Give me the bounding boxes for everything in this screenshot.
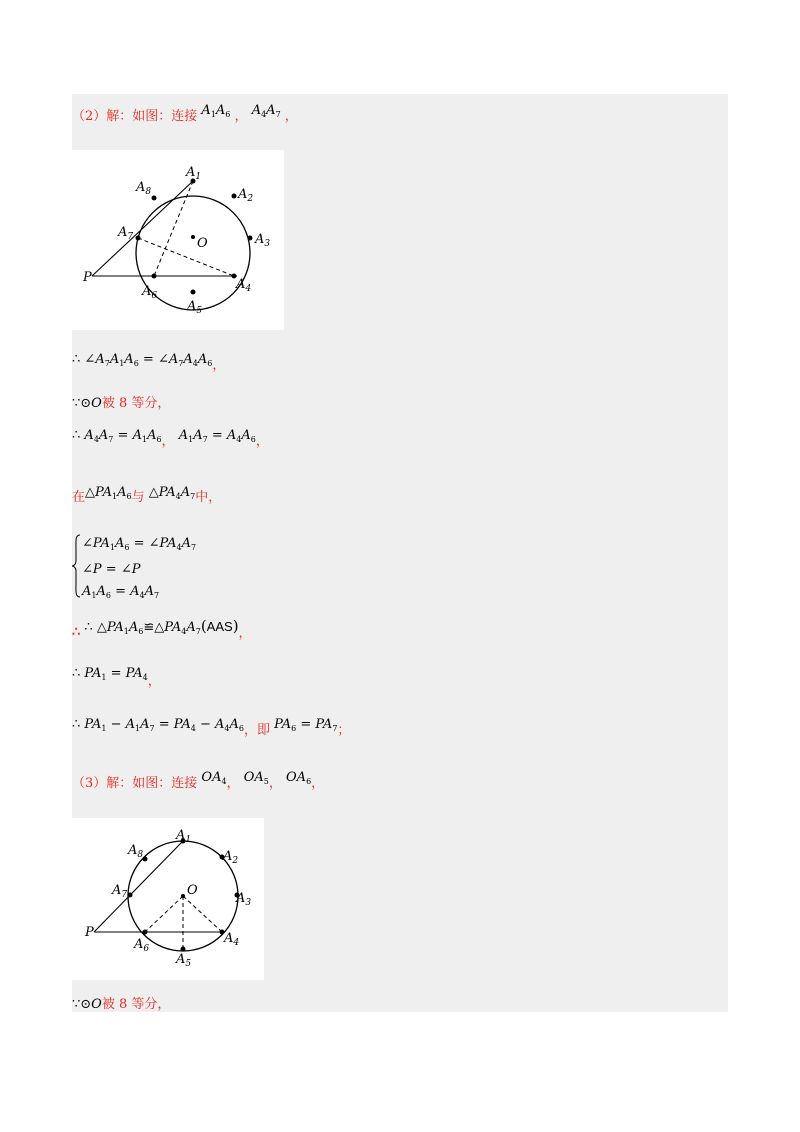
point-a6: [152, 274, 157, 279]
label-a4: $A_4$: [224, 931, 240, 948]
segment-a1a6: $A_1A_6$: [201, 103, 231, 119]
point-a6: [143, 930, 148, 935]
label-a2: $A_2$: [238, 187, 254, 204]
comma: ，: [147, 674, 161, 689]
label-a6: $A_6$: [134, 937, 150, 954]
separator-end: ，: [311, 776, 325, 791]
step-triangles: [72, 484, 221, 506]
step-pa1-equal: [72, 665, 161, 687]
formula-pa1-pa4: $PA_1 = PA_4$: [84, 666, 148, 682]
because-circle-symbol: ∵⊙: [72, 396, 92, 411]
divided-text: 被 8 等分，: [101, 997, 171, 1012]
segment-oa6: $OA_6$: [286, 770, 312, 786]
left-brace-icon: [72, 533, 82, 599]
therefore-symbol: ∴: [72, 352, 81, 367]
label-a6: $A_6$: [142, 284, 158, 301]
formula-chord-1: $A_4A_7 = A_1A_6$: [84, 428, 162, 444]
point-a5: [191, 290, 196, 295]
formula-angle: $\angle A_7A_1A_6$ = $\angle A_7A_4A_6$: [84, 352, 213, 368]
line-p-a1: [92, 181, 193, 276]
point-a3: [248, 236, 253, 241]
comma: ，: [161, 434, 175, 449]
label-a5: $A_5$: [187, 299, 203, 316]
step-chords-equal: [72, 427, 269, 449]
point-a2: [232, 194, 237, 199]
segment-a4a7: $A_4A_7$: [251, 103, 281, 119]
therefore-symbol: ∴: [72, 666, 81, 681]
segment-oa4: $OA_4$: [201, 770, 227, 786]
step-circle-divided: [72, 395, 170, 413]
figure-2: [72, 818, 264, 980]
dashed-o-a6: [145, 896, 183, 932]
label-a1: $A_1$: [176, 828, 192, 845]
separator-end: ，: [284, 109, 298, 124]
comma: ，: [255, 434, 269, 449]
label-a3: $A_3$: [255, 232, 271, 249]
therefore-symbol: ∴: [72, 717, 81, 732]
label-a5: $A_5$: [176, 952, 192, 969]
therefore-symbol: ∴: [84, 620, 93, 635]
circle-name-o: O: [91, 997, 102, 1012]
triangle-pa1a6: $\triangle PA_1A_6$: [85, 485, 132, 501]
formula-pa6-pa7: $PA_6 = PA_7$: [274, 717, 338, 733]
point-a7: [136, 236, 141, 241]
separator: ，: [234, 109, 248, 124]
dashed-o-a4: [183, 896, 222, 932]
aas-reason: AAS: [206, 619, 233, 634]
label-o: O: [187, 883, 198, 898]
final-circle-divided: [72, 996, 170, 1014]
condition-angle: $\angle PA_1A_6$ = $\angle PA_4A_7$: [82, 536, 197, 552]
ji-text: ，即: [244, 723, 271, 738]
label-a8: $A_8$: [136, 180, 152, 197]
part2-heading: [72, 103, 298, 130]
dashed-a7-a4: [138, 238, 234, 276]
semicolon: ；: [337, 723, 351, 738]
part2-heading-text: （2）解：如图：连接: [72, 109, 198, 124]
point-a8: [152, 196, 157, 201]
therefore-symbol: ∴: [72, 428, 81, 443]
formula-congruence: $\triangle PA_1A_6≌\triangle PA_4A_7$: [96, 620, 201, 636]
divided-text: 被 8 等分，: [101, 396, 171, 411]
label-a2: $A_2$: [223, 849, 239, 866]
separator: ，: [268, 776, 282, 791]
label-p: P: [83, 270, 92, 285]
part3-heading-text: （3）解：如图：连接: [72, 776, 198, 791]
point-a7: [128, 893, 133, 898]
label-a7: $A_7$: [112, 883, 128, 900]
label-a8: $A_8$: [128, 843, 144, 860]
comma: ，: [212, 358, 226, 373]
part3-heading: [72, 770, 325, 797]
label-a3: $A_3$: [236, 891, 252, 908]
in-text: 在: [72, 490, 86, 505]
point-a8: [143, 857, 148, 862]
separator: ，: [226, 776, 240, 791]
label-a1: $A_1$: [186, 165, 202, 182]
label-a4: $A_4$: [236, 277, 252, 294]
and-text: 与: [131, 490, 145, 505]
step-pa6-equal: [72, 716, 350, 738]
therefore-red-symbol: ∴: [72, 625, 81, 640]
formula-chord-2: $A_1A_7 = A_4A_6$: [178, 428, 256, 444]
point-o: [181, 894, 185, 898]
label-a7: $A_7$: [118, 225, 134, 242]
figure-1: [72, 150, 284, 330]
triangle-pa4a7: $\triangle PA_4A_7$: [148, 485, 196, 501]
point-a5: [181, 947, 186, 952]
step-angle-equal: [72, 351, 225, 373]
congruence-conditions: [72, 533, 202, 599]
label-o: O: [197, 236, 208, 251]
condition-side: $A_1A_6 = A_4A_7$: [82, 584, 160, 600]
point-o: [191, 235, 195, 239]
step-congruent: ∴ ∴ $\triangle PA_1A_6≌\triangle PA_4A_7(AAS)$，: [72, 617, 252, 641]
condition-common-angle: ∠P = ∠P: [82, 562, 141, 577]
dashed-a1-a6: [154, 181, 193, 276]
formula-difference: $PA_1 - A_1A_7 = PA_4 - A_4A_6$: [84, 717, 244, 733]
comma: ，: [238, 626, 252, 641]
circle-name-o: O: [91, 396, 102, 411]
mid-text: 中，: [195, 490, 222, 505]
label-p: P: [85, 925, 94, 940]
segment-oa5: $OA_5$: [243, 770, 269, 786]
because-circle-symbol: ∵⊙: [72, 997, 92, 1012]
